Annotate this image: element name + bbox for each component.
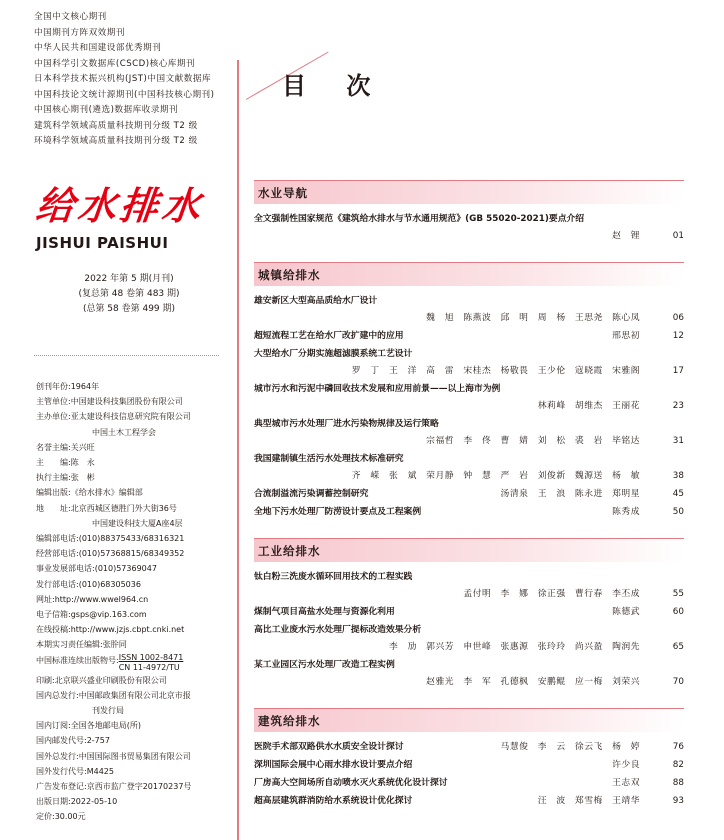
indexing-item: 中华人民共和国建设部优秀期刊 (34, 43, 162, 53)
article-line (254, 756, 684, 774)
info-value: 2022-05-10 (70, 797, 118, 807)
info-value: 2-757 (86, 736, 110, 746)
article-title[interactable]: 雄安新区大型高品质给水厂设计 (254, 296, 378, 306)
info-row (36, 688, 232, 703)
article-title[interactable]: 深圳国际会展中心雨水排水设计要点介绍 (254, 760, 413, 770)
issue-info (44, 272, 214, 317)
info-row (36, 592, 232, 607)
info-key: 国内总发行: (36, 690, 79, 700)
info-value: 张 彬 (70, 473, 95, 483)
article-entry[interactable] (254, 568, 684, 603)
info-row (36, 577, 232, 592)
page-number: 06 (672, 313, 684, 323)
article-line (254, 485, 684, 503)
article-title[interactable]: 钛白粉三洗废水循环回用技术的工程实践 (254, 572, 413, 582)
page-number: 50 (672, 507, 684, 517)
article-authors: 赵雅光 李 军 孔德枫 安鹏鲲 应一梅 刘荣兴 (426, 677, 640, 687)
logo-pinyin: JISHUI PAISHUI (36, 234, 169, 252)
article-authors: 赵 锂 (612, 231, 640, 241)
issn-row (36, 653, 232, 673)
article-authors: 孟付明 李 娜 徐正强 曹行春 李丕成 (463, 589, 640, 599)
article-authors: 魏 旭 陈燕波 邱 明 周 杨 王思尧 陈心凤 (426, 313, 640, 323)
info-value-continued: 刊发行局 (92, 706, 124, 716)
article-line (254, 738, 684, 756)
article-meta (612, 603, 684, 621)
info-row (36, 637, 232, 652)
article-entry[interactable] (254, 485, 684, 503)
info-value: 陈 永 (70, 458, 95, 468)
article-authors: 汪 波 郑雪梅 王靖华 (537, 796, 640, 806)
info-value: 中国邮政集团有限公司北京市报 (78, 690, 191, 700)
info-value-continued: 中国土木工程学会 (92, 427, 156, 437)
article-title[interactable]: 典型城市污水处理厂进水污染物规律及运行策略 (254, 419, 439, 429)
article-entry[interactable] (254, 503, 684, 521)
article-meta (538, 792, 684, 810)
article-authors: 宗福哲 李 佟 曹 婧 刘 松 裘 岩 毕铭达 (426, 436, 640, 446)
indexing-item: 建筑科学领域高质量科技期刊分级 T2 级 (34, 120, 198, 131)
article-title[interactable]: 高比工业废水污水处理厂提标改造效果分析 (254, 625, 422, 635)
indexing-item: 中国核心期刊(遴选)数据库收录期刊 (34, 105, 179, 115)
info-value: 中国国际图书贸易集团有限公司 (78, 751, 191, 761)
article-authors: 李 劢 郭兴芳 申世峰 张惠源 张玲玲 尚兴盈 陶润先 (388, 642, 640, 652)
article-authors: 汤清泉 王 浪 陈永进 郑明星 (500, 489, 640, 499)
section-header: 水业导航 (254, 180, 684, 204)
issn-block (119, 653, 184, 673)
article-entry[interactable] (254, 415, 684, 450)
page-number: 55 (672, 589, 684, 599)
article-meta (254, 586, 684, 603)
info-row (36, 703, 232, 718)
article-entry[interactable] (254, 603, 684, 621)
article-meta (612, 774, 684, 792)
article-entry[interactable] (254, 345, 684, 380)
info-key: 主 编: (36, 458, 71, 468)
page-number: 82 (672, 760, 684, 770)
info-row (36, 749, 232, 764)
article-meta (254, 639, 684, 656)
info-value: 北京西城区德胜门外大街36号 (70, 503, 177, 513)
cn-number: CN 11-4972/TU (118, 662, 180, 672)
page-number: 31 (672, 436, 684, 446)
indexing-item: 中国科学引文数据库(CSCD)核心库期刊 (34, 58, 196, 69)
info-row (36, 409, 232, 424)
article-title[interactable]: 我国建制镇生活污水处理技术标准研究 (254, 454, 404, 464)
article-line (254, 792, 684, 810)
article-title[interactable]: 超高层建筑群消防给水系统设计优化探讨 (254, 796, 413, 806)
info-row (36, 516, 232, 531)
info-value: (010)68305036 (78, 579, 141, 589)
info-row (36, 425, 232, 440)
page-number: 60 (672, 607, 684, 617)
article-entry[interactable] (254, 292, 684, 327)
article-meta (254, 674, 684, 691)
info-row (36, 809, 232, 824)
indexing-list (34, 10, 234, 150)
article-title[interactable]: 煤制气项目高盐水处理与资源化利用 (254, 607, 395, 617)
article-meta (254, 398, 684, 415)
info-row (36, 607, 232, 622)
info-value-continued: 中国建设科技大厦A座4层 (92, 518, 183, 528)
info-key: 国外发行代号: (36, 766, 87, 776)
issn-number: ISSN 1002-8471 (118, 652, 184, 662)
info-key: 地 址: (36, 503, 71, 513)
page-number: 17 (672, 366, 684, 376)
page-number: 12 (672, 331, 684, 341)
page-number: 23 (672, 401, 684, 411)
article-authors: 王志双 (612, 778, 640, 788)
info-row (36, 764, 232, 779)
info-row (36, 394, 232, 409)
article-authors: 陈秀成 (612, 507, 640, 517)
info-row (36, 485, 232, 500)
info-key: 事业发展部电话: (36, 564, 95, 574)
page-number: 45 (672, 489, 684, 499)
article-meta (254, 363, 684, 380)
article-title[interactable]: 大型给水厂分期实施超滤膜系统工艺设计 (254, 349, 413, 359)
info-row (36, 501, 232, 516)
info-key: 执行主编: (36, 473, 71, 483)
logo-chinese: 给水排水 (33, 183, 207, 228)
info-value: 《给水排水》编辑部 (70, 488, 143, 498)
info-value: (010)88375433/68316321 (78, 534, 185, 544)
info-value: 北京联兴盛业印刷股份有限公司 (54, 675, 167, 685)
article-authors: 马慧俊 李 云 徐云飞 杨 婷 (500, 742, 640, 752)
info-row (36, 561, 232, 576)
info-key: 经营部电话: (36, 549, 79, 559)
info-row (36, 455, 232, 470)
info-key: 国内邮发代号: (36, 736, 87, 746)
article-authors: 邢思初 (612, 331, 640, 341)
article-entry[interactable] (254, 792, 684, 810)
info-row (36, 779, 232, 794)
article-authors: 林莉峰 胡维杰 王丽花 (537, 401, 640, 411)
article-entry[interactable] (254, 756, 684, 774)
page-number: 01 (672, 231, 684, 241)
indexing-item: 全国中文核心期刊 (34, 12, 107, 22)
article-meta (612, 503, 684, 521)
article-entry[interactable] (254, 656, 684, 691)
info-value: gsps@vip.163.com (70, 610, 147, 620)
article-meta (612, 756, 684, 774)
info-key: 定价: (36, 812, 55, 822)
info-key: 名誉主编: (36, 442, 71, 452)
info-value: (010)57369047 (94, 564, 157, 574)
article-entry[interactable] (254, 621, 684, 656)
info-row (36, 531, 232, 546)
article-title[interactable]: 全地下污水处理厂防涝设计要点及工程案例 (254, 507, 422, 517)
page-number: 76 (672, 742, 684, 752)
article-authors: 罗 丁 王 洋 高 雷 宋桂杰 杨敬畏 王少伦 寇晓霞 宋雅阁 (351, 366, 640, 376)
article-entry[interactable] (254, 380, 684, 415)
info-key: 出版日期: (36, 797, 71, 807)
info-value: M4425 (86, 766, 114, 776)
article-line (254, 327, 684, 345)
info-row (36, 733, 232, 748)
info-value: 张肸同 (102, 640, 127, 650)
article-line (254, 774, 684, 792)
article-title[interactable]: 厂房高大空间场所自动喷水灭火系统优化设计探讨 (254, 778, 448, 788)
article-entry[interactable] (254, 210, 684, 245)
section-header: 城镇给排水 (254, 262, 684, 286)
article-meta (254, 468, 684, 485)
journal-logo (33, 183, 207, 252)
article-meta (254, 310, 684, 327)
article-title[interactable]: 医院手术部双路供水水质安全设计探讨 (254, 742, 404, 752)
info-key: 国内订阅: (36, 721, 71, 731)
section-header: 建筑给排水 (254, 708, 684, 732)
page-number: 65 (672, 642, 684, 652)
article-meta (501, 738, 684, 756)
info-row (36, 470, 232, 485)
article-entry[interactable] (254, 327, 684, 345)
info-key: 网址: (36, 594, 55, 604)
dotted-divider (34, 355, 219, 356)
info-row (36, 794, 232, 809)
publication-info (36, 379, 232, 825)
info-value: (010)57368815/68349352 (78, 549, 185, 559)
article-authors: 齐 嵘 张 斌 荣月静 钟 慧 严 岩 刘俊新 魏源送 杨 敏 (351, 471, 640, 481)
toc-heading: 目 次 (282, 72, 387, 100)
info-row (36, 718, 232, 733)
info-key: 印刷: (36, 675, 55, 685)
issue-line: (总第 58 卷第 499 期) (82, 304, 176, 314)
info-key: 国外总发行: (36, 751, 79, 761)
article-authors: 许少良 (612, 760, 640, 770)
masthead-column (0, 0, 237, 839)
info-row (36, 673, 232, 688)
article-line (254, 503, 684, 521)
info-key: 编辑部电话: (36, 534, 79, 544)
article-meta (254, 433, 684, 450)
article-meta (254, 228, 684, 245)
info-row (36, 379, 232, 394)
info-value: 中国建设科技集团股份有限公司 (70, 397, 183, 407)
article-entry[interactable] (254, 738, 684, 756)
table-of-contents (254, 180, 684, 810)
info-value: 全国各地邮电局(所) (70, 721, 141, 731)
section-header: 工业给排水 (254, 538, 684, 562)
info-value: http://www.wwel964.cn (54, 594, 149, 604)
page-number: 93 (672, 796, 684, 806)
article-title[interactable]: 超短流程工艺在给水厂改扩建中的应用 (254, 331, 404, 341)
info-key: 主办单位: (36, 412, 71, 422)
info-row (36, 440, 232, 455)
issue-line: (复总第 48 卷第 483 期) (78, 289, 180, 299)
info-key: 本期实习责任编辑: (36, 640, 103, 650)
info-key: 发行部电话: (36, 579, 79, 589)
article-title[interactable]: 某工业园区污水处理厂改造工程实例 (254, 660, 395, 670)
issue-line: 2022 年第 5 期(月刊) (84, 274, 174, 284)
indexing-item: 日本科学技术振兴机构(JST)中国文献数据库 (34, 74, 212, 84)
indexing-item: 中国期刊方阵双效期刊 (34, 27, 125, 38)
article-authors: 陈德武 (612, 607, 640, 617)
article-entry[interactable] (254, 450, 684, 485)
info-key: 主管单位: (36, 397, 71, 407)
info-value: 亚太建设科技信息研究院有限公司 (70, 412, 191, 422)
article-entry[interactable] (254, 774, 684, 792)
article-title[interactable]: 合流制溢流污染调蓄控制研究 (254, 489, 369, 499)
article-meta (612, 327, 684, 345)
info-row (36, 546, 232, 561)
article-title[interactable]: 城市污水和污泥中磷回收技术发展和应用前景——以上海市为例 (254, 384, 501, 394)
info-key: 在线投稿: (36, 625, 71, 635)
info-key: 编辑出版: (36, 488, 71, 498)
info-key: 电子信箱: (36, 610, 71, 620)
vertical-rule (237, 60, 239, 840)
article-line (254, 603, 684, 621)
info-row (36, 622, 232, 637)
page-number: 38 (672, 471, 684, 481)
info-value: http://www.jzjs.cbpt.cnki.net (70, 625, 185, 635)
info-key: 广告发布登记: (36, 782, 87, 792)
info-value: 1964年 (70, 382, 100, 391)
info-value: 京西市监广登字20170237号 (86, 782, 192, 792)
article-meta (501, 485, 684, 503)
info-value: 关兴旺 (70, 442, 95, 452)
info-key: 中国标准连续出版物号: (36, 655, 119, 665)
info-key: 创刊年份: (36, 382, 71, 391)
page-number: 88 (672, 778, 684, 788)
info-value: 30.00元 (54, 812, 86, 822)
article-title[interactable]: 全文强制性国家规范《建筑给水排水与节水通用规范》(GB 55020-2021)要点介绍 (254, 214, 585, 224)
indexing-item: 中国科技论文统计源期刊(中国科技核心期刊) (34, 89, 215, 100)
page-number: 70 (672, 677, 684, 687)
indexing-item: 环境科学领域高质量科技期刊分级 T2 级 (34, 136, 198, 146)
